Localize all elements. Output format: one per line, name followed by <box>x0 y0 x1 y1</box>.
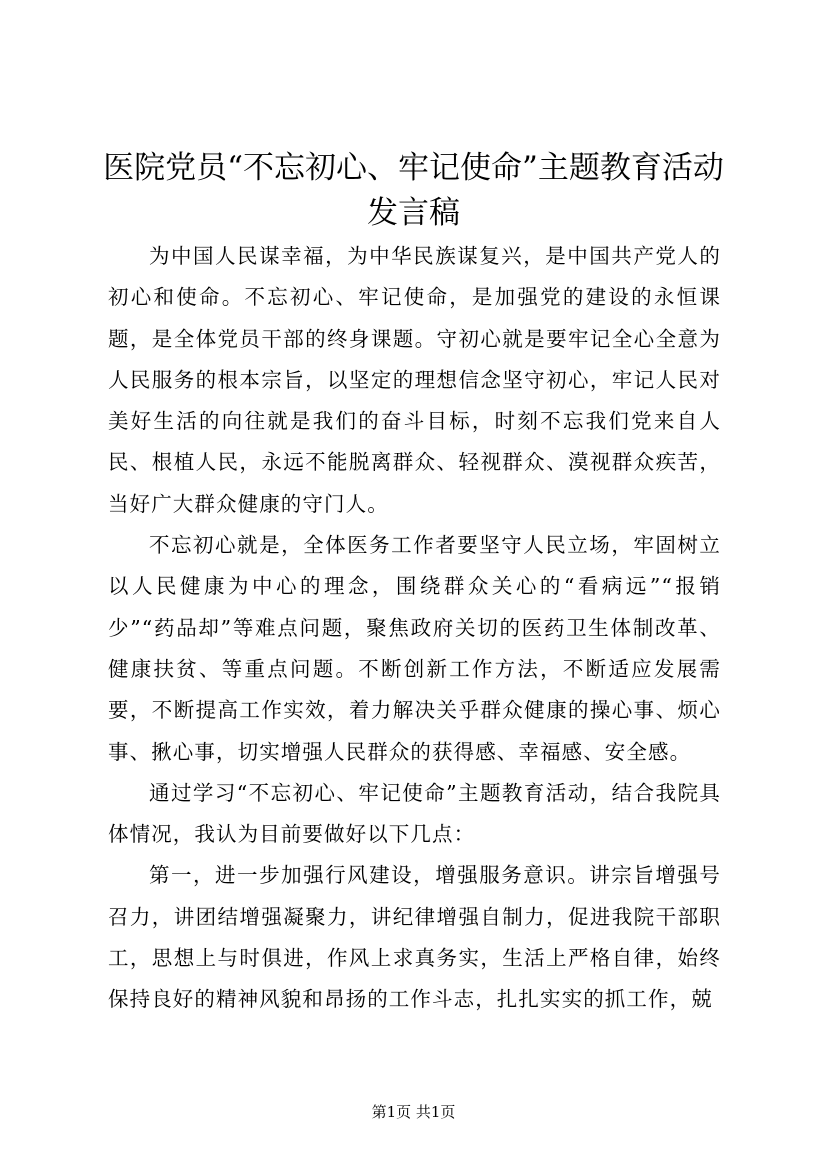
paragraph-4: 第一，进一步加强行风建设，增强服务意识。讲宗旨增强号召力，讲团结增强凝聚力，讲纪律增强自制力，促进我院干部职工，思想上与时俱进，作风上求真务实，生活上严格自律，始终保持良好的精神风貌和昂扬的工作斗志，扎扎实实的抓工作，兢 <box>108 863 721 1012</box>
paragraph-3: 通过学习“不忘初心、牢记使命”主题教育活动，结合我院具体情况，我认为目前要做好以下几点： <box>108 780 721 847</box>
paragraph-2: 不忘初心就是，全体医务工作者要坚守人民立场，牢固树立以人民健康为中心的理念，围绕群众关心的“看病远”“报销少”“药品却”等难点问题，聚焦政府关切的医药卫生体制改革、健康扶贫、等重点问题。不断创新工作方法，不断适应发展需要，不断提高工作实效，着力解决关乎群众健康的操心事、烦心事、揪心事，切实增强人民群众的获得感、幸福感、安全感。 <box>108 533 721 764</box>
paragraph-1: 为中国人民谋幸福，为中华民族谋复兴，是中国共产党人的初心和使命。不忘初心、牢记使命，是加强党的建设的永恒课题，是全体党员干部的终身课题。守初心就是要牢记全心全意为人民服务的根本宗旨，以坚定的理想信念坚守初心，牢记人民对美好生活的向往就是我们的奋斗目标，时刻不忘我们党来自人民、根植人民，永远不能脱离群众、轻视群众、漠视群众疾苦，当好广大群众健康的守门人。 <box>108 244 721 516</box>
document-title: 医院党员“不忘初心、牢记使命”主题教育活动发言稿 <box>103 150 724 231</box>
document-body <box>108 236 721 1021</box>
page-footer: 第1页 共1页 <box>371 1103 456 1121</box>
